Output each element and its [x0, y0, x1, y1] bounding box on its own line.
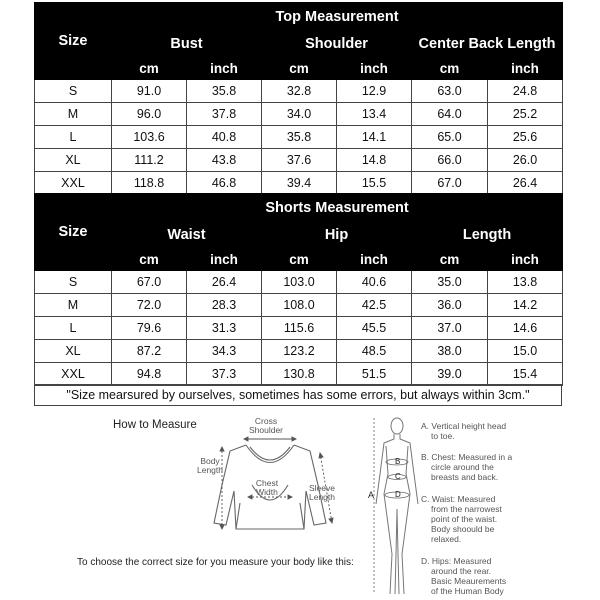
table-row: [35, 149, 563, 172]
measurement-cell: 14.1: [337, 126, 412, 149]
measurement-cell: 48.5: [337, 340, 412, 363]
table-row: [35, 103, 563, 126]
size-cell: XL: [35, 149, 112, 172]
note-line: around the rear.: [431, 566, 492, 576]
unit-header: inch: [337, 58, 412, 80]
label-line: Shoulder: [248, 425, 284, 435]
note-line: point of the waist.: [431, 514, 498, 524]
label-line: Body: [200, 456, 220, 466]
size-header: Size: [35, 194, 112, 271]
measurement-cell: 130.8: [262, 363, 337, 386]
measurement-cell: 37.3: [187, 363, 262, 386]
measurement-cell: 14.6: [488, 317, 563, 340]
letter-a: A: [368, 490, 375, 500]
measurement-cell: 67.0: [112, 271, 187, 294]
measurement-cell: 25.2: [488, 103, 563, 126]
measurement-cell: 67.0: [412, 172, 488, 195]
measurement-cell: 66.0: [412, 149, 488, 172]
measurement-cell: 103.6: [112, 126, 187, 149]
measurement-cell: 12.9: [337, 80, 412, 103]
size-cell: XL: [35, 340, 112, 363]
note-d: [421, 556, 531, 596]
unit-header: cm: [262, 58, 337, 80]
letter-b: B: [395, 457, 401, 466]
measurement-cell: 14.8: [337, 149, 412, 172]
measurement-cell: 36.0: [412, 294, 488, 317]
label-line: Width: [256, 487, 278, 497]
size-cell: M: [35, 294, 112, 317]
measurement-cell: 94.8: [112, 363, 187, 386]
table-row: [35, 172, 563, 195]
unit-header: inch: [488, 249, 563, 271]
unit-header: inch: [488, 58, 563, 80]
measurement-cell: 26.0: [488, 149, 563, 172]
shorts-table-body: [35, 271, 563, 386]
note-a: [421, 421, 531, 441]
measurement-cell: 43.8: [187, 149, 262, 172]
measurement-cell: 123.2: [262, 340, 337, 363]
unit-header: inch: [337, 249, 412, 271]
note-line: from the narrowest: [431, 504, 502, 514]
unit-header: cm: [412, 249, 488, 271]
label-line: Chest: [255, 478, 279, 488]
top-table-body: [35, 80, 563, 195]
table-row: [35, 294, 563, 317]
table-row: [35, 317, 563, 340]
measurement-cell: 37.0: [412, 317, 488, 340]
column-group-header: Center Back Length: [412, 31, 563, 58]
measurement-cell: 51.5: [337, 363, 412, 386]
size-cell: XXL: [35, 363, 112, 386]
size-disclaimer-note: "Size mearsured by ourselves, sometimes has some errors, but always within 3cm.": [34, 384, 562, 406]
table-row: [35, 340, 563, 363]
how-to-measure-title: How to Measure: [113, 419, 197, 431]
measurement-cell: 13.8: [488, 271, 563, 294]
size-cell: L: [35, 317, 112, 340]
column-group-header: Waist: [112, 222, 262, 249]
unit-header: cm: [112, 249, 187, 271]
measurement-cell: 64.0: [412, 103, 488, 126]
note-line: A. Vertical height head: [421, 421, 507, 431]
instruction-text: To choose the correct size for you measure your body like this:: [77, 557, 354, 568]
column-group-header: Bust: [112, 31, 262, 58]
measurement-cell: 63.0: [412, 80, 488, 103]
column-group-header: Shoulder: [262, 31, 412, 58]
note-line: Body shoould be: [431, 524, 495, 534]
measurement-cell: 35.8: [187, 80, 262, 103]
measurement-cell: 31.3: [187, 317, 262, 340]
measurement-cell: 79.6: [112, 317, 187, 340]
size-cell: L: [35, 126, 112, 149]
size-cell: S: [35, 80, 112, 103]
measurement-cell: 24.8: [488, 80, 563, 103]
shorts-measurement-table: [34, 193, 563, 386]
size-cell: S: [35, 271, 112, 294]
measurement-cell: 40.8: [187, 126, 262, 149]
note-line: D. Hips: Measured: [421, 556, 492, 566]
size-cell: XXL: [35, 172, 112, 195]
table-row: [35, 271, 563, 294]
note-line: C. Waist: Measured: [421, 494, 496, 504]
measurement-cell: 39.0: [412, 363, 488, 386]
measurement-cell: 40.6: [337, 271, 412, 294]
unit-header: cm: [412, 58, 488, 80]
note-c: [421, 494, 531, 544]
label-line: Length: [197, 465, 223, 475]
size-header: Size: [35, 3, 112, 80]
table-title: Top Measurement: [112, 3, 563, 31]
unit-header: cm: [262, 249, 337, 271]
label-line: Sleeve: [309, 483, 335, 493]
table-row: [35, 80, 563, 103]
measurement-cell: 28.3: [187, 294, 262, 317]
measurement-cell: 87.2: [112, 340, 187, 363]
unit-header: inch: [187, 58, 262, 80]
measurement-cell: 15.5: [337, 172, 412, 195]
note-line: breasts and back.: [431, 472, 499, 482]
measurement-cell: 15.0: [488, 340, 563, 363]
measurement-cell: 37.6: [262, 149, 337, 172]
note-b: [421, 452, 531, 482]
top-measurement-table: [34, 2, 563, 195]
table-row: [35, 363, 563, 386]
measurement-cell: 26.4: [187, 271, 262, 294]
body-figure: [362, 414, 424, 600]
measurement-cell: 118.8: [112, 172, 187, 195]
unit-header: inch: [187, 249, 262, 271]
measurement-cell: 103.0: [262, 271, 337, 294]
measurement-cell: 72.0: [112, 294, 187, 317]
unit-header: cm: [112, 58, 187, 80]
measurement-cell: 65.0: [412, 126, 488, 149]
measurement-cell: 35.0: [412, 271, 488, 294]
letter-c: C: [395, 472, 401, 481]
measurement-cell: 15.4: [488, 363, 563, 386]
note-line: Basic Meaurements: [431, 576, 507, 586]
table-row: [35, 126, 563, 149]
measurement-cell: 14.2: [488, 294, 563, 317]
measurement-cell: 96.0: [112, 103, 187, 126]
label-line: Length: [309, 492, 335, 502]
measurement-cell: 25.6: [488, 126, 563, 149]
note-line: B. Chest: Measured in a: [421, 452, 513, 462]
note-line: to toe.: [431, 431, 455, 441]
measurement-cell: 111.2: [112, 149, 187, 172]
table-title: Shorts Measurement: [112, 194, 563, 222]
note-line: of the Human Body: [431, 586, 504, 596]
measurement-cell: 115.6: [262, 317, 337, 340]
measurement-cell: 35.8: [262, 126, 337, 149]
measurement-cell: 37.8: [187, 103, 262, 126]
size-cell: M: [35, 103, 112, 126]
measurement-cell: 32.8: [262, 80, 337, 103]
measurement-cell: 91.0: [112, 80, 187, 103]
note-line: relaxed.: [431, 534, 462, 544]
measurement-cell: 45.5: [337, 317, 412, 340]
measurement-cell: 108.0: [262, 294, 337, 317]
measurement-cell: 34.3: [187, 340, 262, 363]
measurement-cell: 42.5: [337, 294, 412, 317]
measurement-cell: 34.0: [262, 103, 337, 126]
measurement-cell: 38.0: [412, 340, 488, 363]
measurement-cell: 46.8: [187, 172, 262, 195]
garment-diagram: [200, 425, 340, 540]
measurement-cell: 26.4: [488, 172, 563, 195]
measurement-cell: 39.4: [262, 172, 337, 195]
letter-d: D: [395, 490, 401, 499]
column-group-header: Hip: [262, 222, 412, 249]
column-group-header: Length: [412, 222, 563, 249]
label-line: Cross: [254, 416, 278, 426]
measurement-cell: 13.4: [337, 103, 412, 126]
note-line: circle around the: [431, 462, 494, 472]
